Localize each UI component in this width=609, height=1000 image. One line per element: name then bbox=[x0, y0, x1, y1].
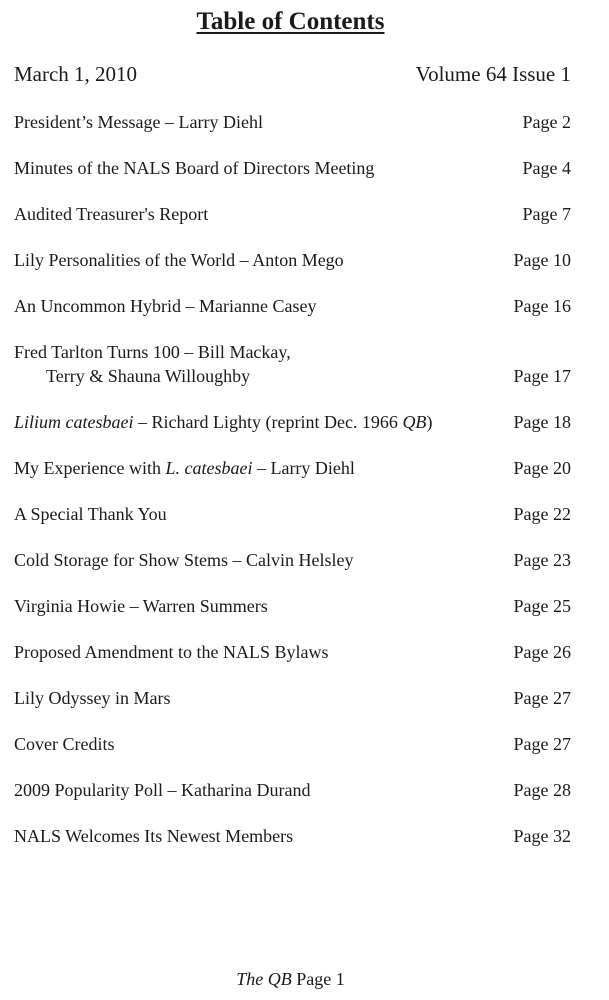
footer-publication: The QB bbox=[236, 969, 292, 989]
toc-entry-title: Audited Treasurer's Report bbox=[14, 204, 209, 224]
toc-entry[interactable] bbox=[14, 640, 571, 664]
toc-entry-page: Page 10 bbox=[513, 250, 571, 270]
toc-entry-title bbox=[14, 456, 514, 480]
toc-entry-title-italic: L. catesbaei bbox=[165, 458, 253, 478]
toc-entry[interactable] bbox=[14, 594, 571, 618]
toc-entry-title: Cold Storage for Show Stems – Calvin Helsley bbox=[14, 550, 354, 570]
issue-volume: Volume 64 Issue 1 bbox=[415, 62, 571, 86]
toc-entry-title: NALS Welcomes Its Newest Members bbox=[14, 826, 294, 846]
toc-entry[interactable] bbox=[14, 502, 571, 526]
page-footer bbox=[0, 969, 581, 990]
toc-entry[interactable] bbox=[14, 456, 571, 480]
toc-entry-page: Page 7 bbox=[522, 204, 571, 224]
toc-entry[interactable] bbox=[14, 778, 571, 802]
toc-entry[interactable] bbox=[14, 548, 571, 572]
page-title: Table of Contents bbox=[196, 8, 385, 35]
issue-info bbox=[14, 62, 571, 87]
toc-entry-page: Page 27 bbox=[513, 688, 571, 708]
toc-entry[interactable] bbox=[14, 410, 571, 434]
toc-entry-page: Page 26 bbox=[513, 642, 571, 662]
toc-entry[interactable] bbox=[14, 248, 571, 272]
toc-entry-title: Cover Credits bbox=[14, 734, 115, 754]
toc-entry-title bbox=[14, 340, 514, 388]
toc-entry-title-line2: Terry & Shauna Willoughby bbox=[46, 366, 251, 386]
toc-entry-page: Page 27 bbox=[513, 734, 571, 754]
toc-entry[interactable] bbox=[14, 824, 571, 848]
toc-entry-page: Page 17 bbox=[513, 366, 571, 386]
toc-entry[interactable] bbox=[14, 156, 571, 180]
toc-entry-page: Page 20 bbox=[513, 458, 571, 478]
toc-entry-title: An Uncommon Hybrid – Marianne Casey bbox=[14, 296, 317, 316]
toc-entry-title-italic2: QB bbox=[402, 412, 427, 432]
toc-entry-title: President’s Message – Larry Diehl bbox=[14, 112, 263, 132]
toc-entry-page: Page 25 bbox=[513, 596, 571, 616]
issue-date: March 1, 2010 bbox=[14, 62, 138, 86]
toc-entry-title: Virginia Howie – Warren Summers bbox=[14, 596, 268, 616]
toc-entry-title bbox=[14, 410, 514, 434]
toc-entry-page: Page 32 bbox=[513, 826, 571, 846]
toc-entry-title-pre: My Experience with bbox=[14, 458, 166, 478]
toc-entry-title: Lily Odyssey in Mars bbox=[14, 688, 171, 708]
footer-page-number: Page 1 bbox=[291, 969, 345, 989]
toc-entry-title-post: – Larry Diehl bbox=[252, 458, 355, 478]
toc-entry[interactable] bbox=[14, 686, 571, 710]
toc-entry-page: Page 28 bbox=[513, 780, 571, 800]
toc-entry[interactable] bbox=[14, 110, 571, 134]
table-of-contents bbox=[14, 110, 571, 870]
toc-entry-title: 2009 Popularity Poll – Katharina Durand bbox=[14, 780, 311, 800]
toc-entry-title-line1: Fred Tarlton Turns 100 – Bill Mackay, bbox=[14, 342, 291, 362]
toc-entry-page: Page 16 bbox=[513, 296, 571, 316]
toc-entry[interactable] bbox=[14, 202, 571, 226]
toc-entry[interactable] bbox=[14, 732, 571, 756]
toc-entry[interactable] bbox=[14, 340, 571, 388]
toc-entry-title-end: ) bbox=[426, 412, 433, 432]
toc-entry-title-italic: Lilium catesbaei bbox=[14, 412, 134, 432]
toc-entry-page: Page 2 bbox=[522, 112, 571, 132]
toc-entry[interactable] bbox=[14, 294, 571, 318]
toc-entry-page: Page 4 bbox=[522, 158, 571, 178]
toc-entry-page: Page 23 bbox=[513, 550, 571, 570]
toc-entry-page: Page 22 bbox=[513, 504, 571, 524]
toc-entry-title: Minutes of the NALS Board of Directors Meeting bbox=[14, 158, 375, 178]
toc-entry-title-mid: – Richard Lighty (reprint Dec. 1966 bbox=[133, 412, 403, 432]
toc-entry-title: Lily Personalities of the World – Anton Mego bbox=[14, 250, 344, 270]
toc-entry-title: Proposed Amendment to the NALS Bylaws bbox=[14, 642, 329, 662]
toc-entry-title: A Special Thank You bbox=[14, 504, 167, 524]
toc-entry-page: Page 18 bbox=[513, 412, 571, 432]
